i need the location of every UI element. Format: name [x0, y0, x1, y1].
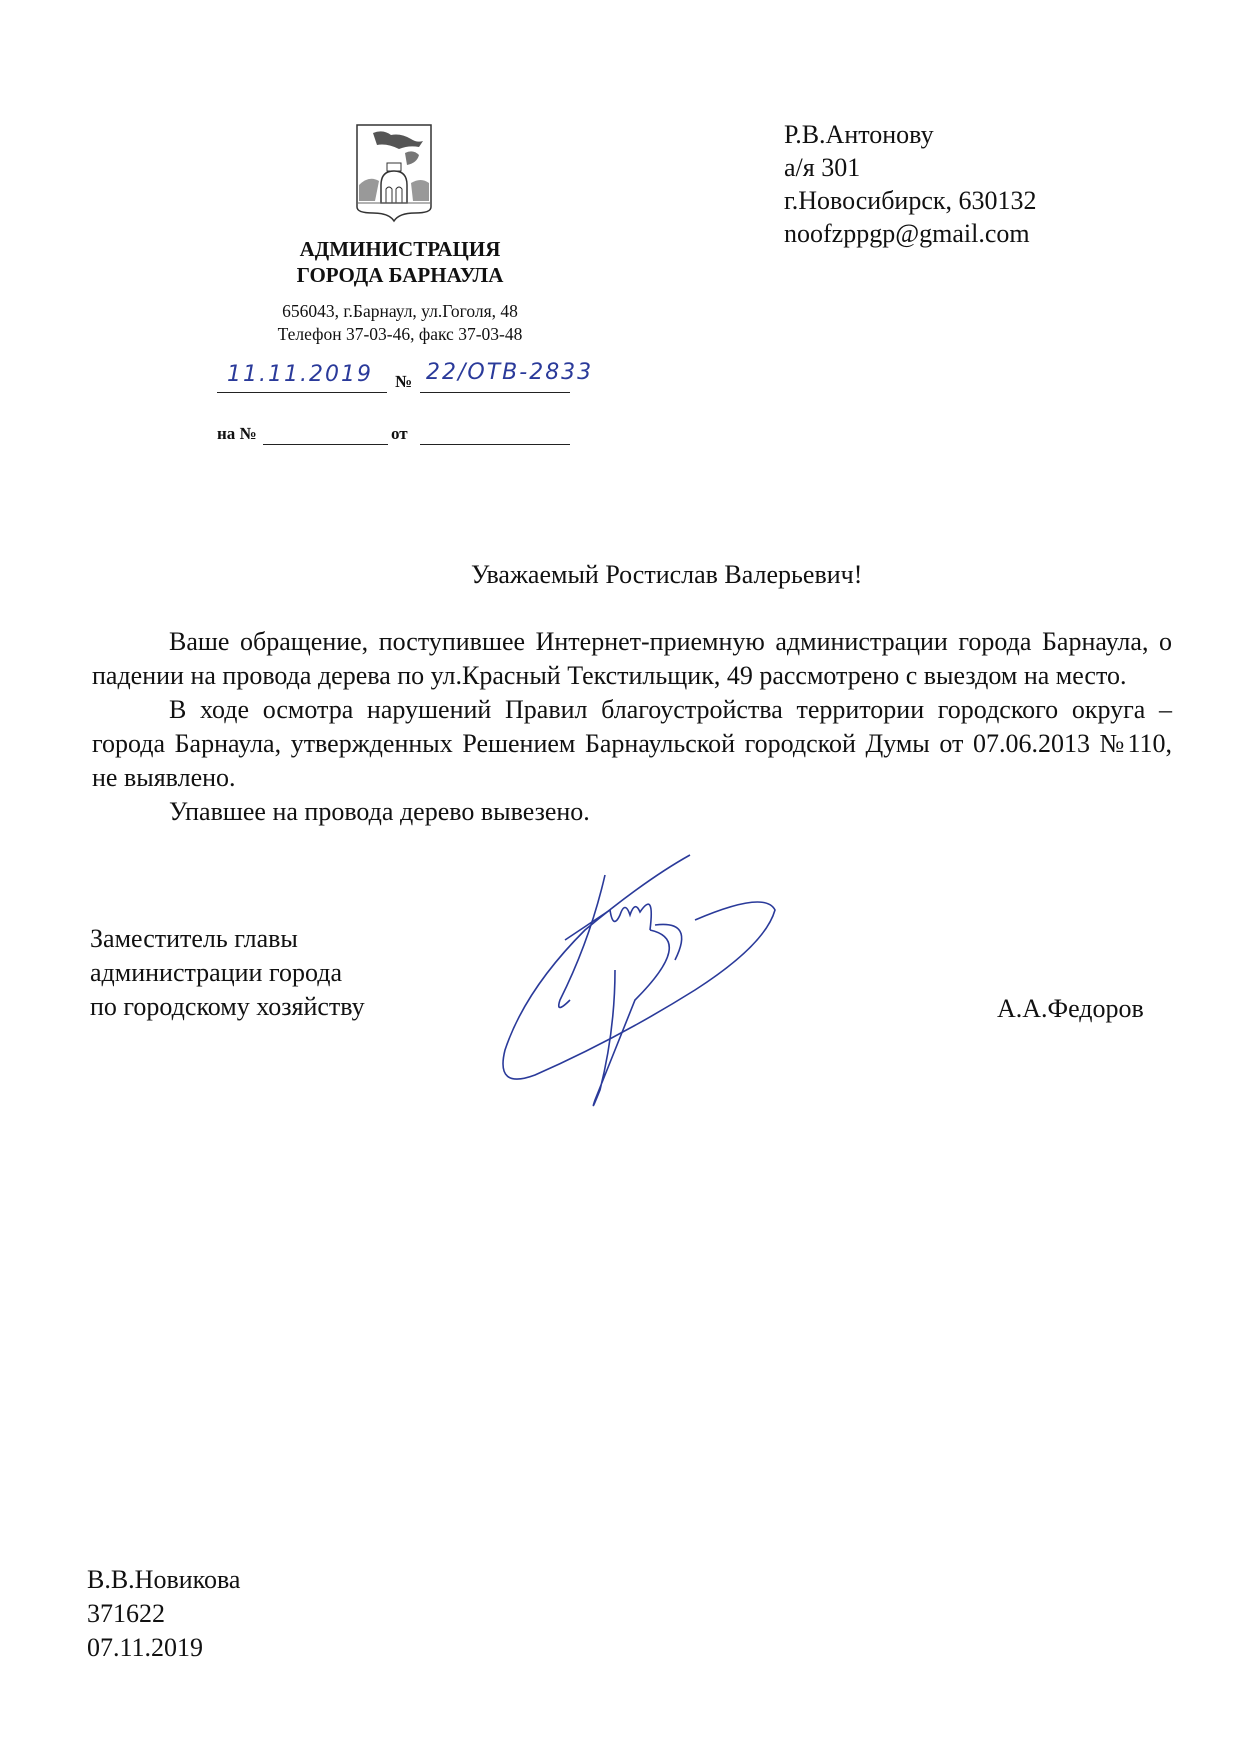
executor-name: В.В.Новикова: [87, 1565, 241, 1594]
position-line: по городскому хозяйству: [90, 992, 365, 1021]
outgoing-date: 11.11.2019: [227, 362, 373, 387]
reply-to-label: на №: [217, 424, 257, 443]
outgoing-number: 22/ОТВ-2833: [426, 360, 594, 385]
executor-date: 07.11.2019: [87, 1633, 204, 1662]
greeting: Уважаемый Ростислав Валерьевич!: [471, 560, 863, 589]
outgoing-number-field: [420, 360, 594, 393]
reply-to-number-field: [263, 424, 388, 445]
organization-name: [235, 236, 565, 288]
reply-from-date-field: [420, 424, 570, 445]
phone-fax: Телефон 37-03-46, факс 37-03-48: [277, 324, 523, 344]
paragraph: Ваше обращение, поступившее Интернет-приемную администрации города Барнаула, о падении на провода дерева по ул.Красный Текстильщик, 49 рассмотрено с выездом на место.: [92, 627, 1172, 690]
paragraph: В ходе осмотра нарушений Правил благоустройства территории городского округа – города Барнаула, утвержденных Решением Барнаульской городской Думы от 07.06.2013 №110, не выявлено.: [92, 695, 1172, 792]
number-label: №: [395, 372, 413, 391]
org-line-1: АДМИНИСТРАЦИЯ: [299, 237, 501, 261]
recipient-po-box: а/я 301: [784, 153, 861, 182]
org-line-2: ГОРОДА БАРНАУЛА: [296, 263, 504, 287]
handwritten-signature: [495, 850, 785, 1115]
reply-from-label: от: [391, 424, 408, 443]
recipient-block: [784, 118, 1037, 250]
position-line: администрации города: [90, 958, 343, 987]
outgoing-date-field: [217, 364, 387, 393]
recipient-name: Р.В.Антонову: [784, 120, 934, 149]
organization-address: [235, 300, 565, 346]
letter-body: [92, 625, 1172, 829]
signatory-position: [90, 922, 365, 1024]
coat-of-arms-logo: [355, 123, 435, 223]
recipient-email: noofzppgp@gmail.com: [784, 219, 1030, 248]
executor-block: [87, 1563, 240, 1665]
executor-phone: 371622: [87, 1599, 165, 1628]
position-line: Заместитель главы: [90, 924, 298, 953]
paragraph: Упавшее на провода дерево вывезено.: [169, 797, 590, 826]
recipient-city: г.Новосибирск, 630132: [784, 186, 1037, 215]
postal-address: 656043, г.Барнаул, ул.Гоголя, 48: [282, 301, 518, 321]
signatory-name: А.А.Федоров: [997, 994, 1144, 1023]
